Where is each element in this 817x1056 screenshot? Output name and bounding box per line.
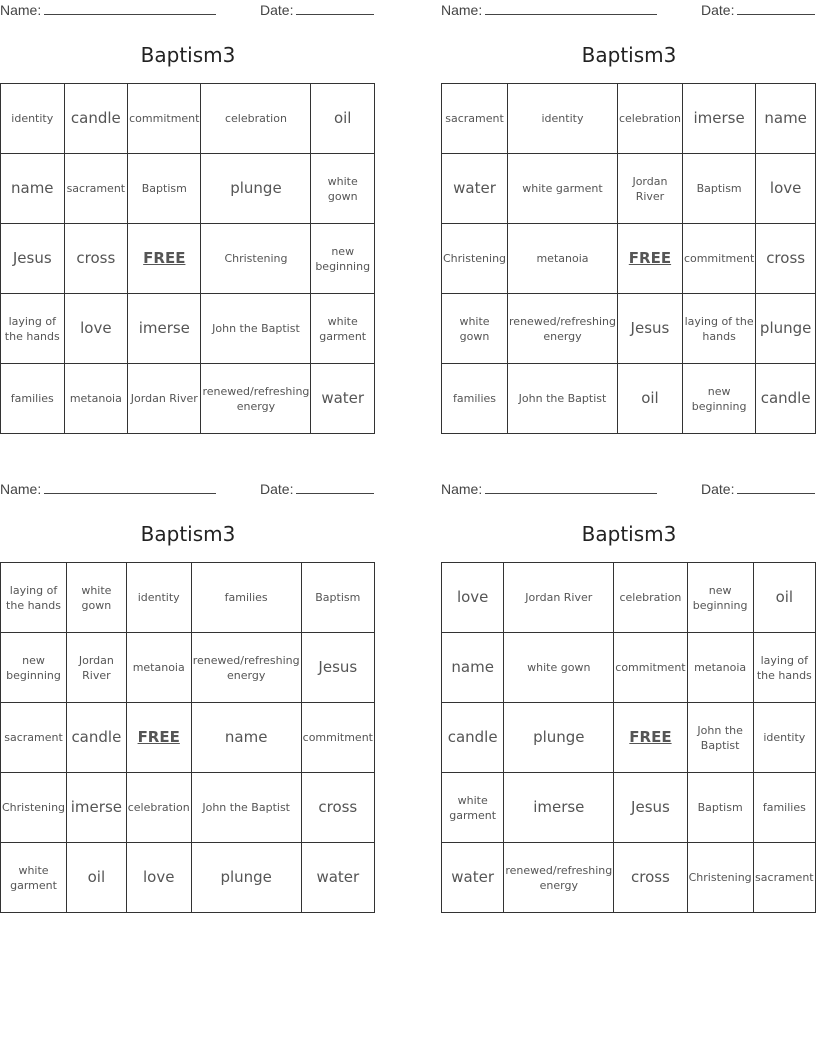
bingo-cell: water [442,843,504,913]
name-line [485,482,657,494]
bingo-cell: love [127,843,192,913]
bingo-cell: water [442,154,508,224]
date-label: Date: [701,481,735,497]
bingo-cell: Christening [442,224,508,294]
bingo-cell: laying of the hands [754,633,816,703]
bingo-cell: celebration [618,84,683,154]
bingo-cell: John the Baptist [688,703,754,773]
bingo-cell: plunge [756,294,816,364]
name-date-row [441,479,817,501]
card-title: Baptism3 [140,522,236,546]
bingo-cell: imerse [504,773,614,843]
bingo-cell: oil [67,843,127,913]
date-label: Date: [701,2,735,18]
bingo-cell: commitment [302,703,375,773]
bingo-card-3 [0,479,376,892]
bingo-cell: laying of the hands [1,563,67,633]
bingo-cell: candle [67,703,127,773]
bingo-cell: metanoia [688,633,754,703]
bingo-cell: commitment [128,84,201,154]
bingo-cell: imerse [67,773,127,843]
bingo-cell: laying of the hands [683,294,756,364]
card-title: Baptism3 [140,43,236,67]
bingo-cell: metanoia [65,364,129,434]
bingo-cell: oil [618,364,683,434]
bingo-cell: name [442,633,504,703]
bingo-cell: plunge [504,703,614,773]
bingo-cell: cross [614,843,687,913]
bingo-grid [0,562,375,913]
bingo-cell: white gown [504,633,614,703]
bingo-cell: Jesus [302,633,375,703]
bingo-cell: candle [442,703,504,773]
date-label: Date: [260,481,294,497]
bingo-cell: Christening [688,843,754,913]
name-label: Name: [0,481,42,497]
bingo-cell: water [302,843,375,913]
bingo-cell: families [442,364,508,434]
bingo-cell: John the Baptist [201,294,311,364]
bingo-cell: imerse [683,84,756,154]
card-title: Baptism3 [581,522,677,546]
bingo-cell: name [756,84,816,154]
bingo-cell: Baptism [688,773,754,843]
name-date-row [0,0,376,22]
bingo-cell: commitment [683,224,756,294]
bingo-cell: Jordan River [67,633,127,703]
bingo-card-2 [441,0,817,413]
bingo-cell: white garment [311,294,375,364]
bingo-cell: metanoia [127,633,192,703]
bingo-cell: love [442,563,504,633]
name-date-row [0,479,376,501]
bingo-cell: commitment [614,633,687,703]
bingo-cell: identity [508,84,618,154]
bingo-cell: celebration [127,773,192,843]
bingo-card-1 [0,0,376,413]
date-line [737,482,815,494]
bingo-cell: Christening [201,224,311,294]
bingo-cell: name [192,703,302,773]
bingo-cell: families [192,563,302,633]
bingo-cell: Jordan River [618,154,683,224]
bingo-grid [441,83,816,434]
bingo-cell: white gown [67,563,127,633]
free-cell: FREE [618,224,683,294]
bingo-cell: families [754,773,816,843]
bingo-cell: new beginning [311,224,375,294]
bingo-cell: Baptism [683,154,756,224]
bingo-cell: sacrament [754,843,816,913]
name-line [44,3,216,15]
bingo-cell: celebration [201,84,311,154]
bingo-cell: cross [302,773,375,843]
bingo-cell: cross [65,224,129,294]
bingo-cell: white garment [1,843,67,913]
bingo-cell: Jesus [1,224,65,294]
bingo-cell: laying of the hands [1,294,65,364]
bingo-cell: metanoia [508,224,618,294]
bingo-cell: renewed/refreshing energy [192,633,302,703]
bingo-cell: new beginning [683,364,756,434]
bingo-cell: white garment [442,773,504,843]
bingo-cell: cross [756,224,816,294]
name-date-row [441,0,817,22]
bingo-cell: identity [127,563,192,633]
name-label: Name: [0,2,42,18]
bingo-cell: Jesus [618,294,683,364]
bingo-cell: Christening [1,773,67,843]
bingo-cell: love [65,294,129,364]
bingo-grid [441,562,816,913]
bingo-cell: name [1,154,65,224]
bingo-cell: white garment [508,154,618,224]
bingo-cell: identity [1,84,65,154]
bingo-cell: John the Baptist [508,364,618,434]
bingo-cell: Baptism [302,563,375,633]
card-title: Baptism3 [581,43,677,67]
bingo-cell: oil [754,563,816,633]
free-cell: FREE [127,703,192,773]
free-cell: FREE [128,224,201,294]
bingo-cell: new beginning [688,563,754,633]
bingo-cell: water [311,364,375,434]
bingo-cell: sacrament [1,703,67,773]
date-line [737,3,815,15]
name-line [44,482,216,494]
bingo-cell: white gown [442,294,508,364]
bingo-cell: love [756,154,816,224]
bingo-cell: white gown [311,154,375,224]
bingo-cell: renewed/refreshing energy [508,294,618,364]
bingo-cell: Baptism [128,154,201,224]
bingo-cell: Jordan River [128,364,201,434]
bingo-cell: identity [754,703,816,773]
bingo-cell: Jordan River [504,563,614,633]
free-cell: FREE [614,703,687,773]
date-label: Date: [260,2,294,18]
date-line [296,3,374,15]
bingo-cell: renewed/refreshing energy [201,364,311,434]
bingo-cell: celebration [614,563,687,633]
bingo-cell: sacrament [442,84,508,154]
bingo-cell: sacrament [65,154,129,224]
date-line [296,482,374,494]
bingo-cell: candle [756,364,816,434]
bingo-cell: oil [311,84,375,154]
bingo-cell: renewed/refreshing energy [504,843,614,913]
bingo-cell: Jesus [614,773,687,843]
bingo-cell: new beginning [1,633,67,703]
bingo-grid [0,83,375,434]
name-label: Name: [441,481,483,497]
bingo-cell: candle [65,84,129,154]
bingo-cell: families [1,364,65,434]
name-label: Name: [441,2,483,18]
bingo-card-4 [441,479,817,892]
bingo-cell: John the Baptist [192,773,302,843]
bingo-cell: imerse [128,294,201,364]
bingo-cell: plunge [201,154,311,224]
bingo-cell: plunge [192,843,302,913]
name-line [485,3,657,15]
